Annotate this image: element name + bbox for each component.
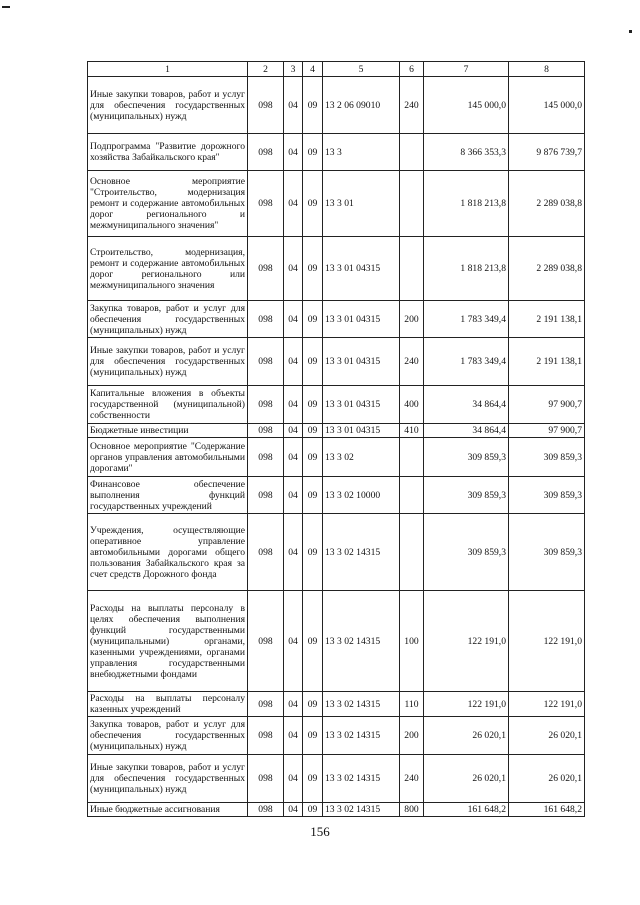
code-section: 04 [284,717,303,755]
code-expense-type: 410 [400,424,424,438]
code-target: 13 3 01 04315 [323,386,400,424]
amount-col7: 1 818 213,8 [424,237,509,301]
code-expense-type [400,514,424,591]
code-expense-type: 400 [400,386,424,424]
code-section: 04 [284,386,303,424]
code-section: 04 [284,301,303,338]
table-row [88,77,585,134]
table-header-row [88,62,585,77]
row-name: Капитальные вложения в объекты государственной (муниципальной) собственности [88,386,248,424]
amount-col7: 26 020,1 [424,717,509,755]
amount-col8: 2 191 138,1 [509,301,585,338]
column-header: 6 [400,62,424,77]
code-target: 13 3 [323,134,400,171]
code-expense-type: 100 [400,591,424,692]
code-ministry: 098 [248,301,284,338]
table-row [88,134,585,171]
code-expense-type [400,171,424,237]
code-ministry: 098 [248,438,284,477]
amount-col8: 26 020,1 [509,755,585,803]
code-subsection: 09 [303,717,323,755]
code-target: 13 3 01 04315 [323,301,400,338]
row-name: Иные закупки товаров, работ и услуг для обеспечения государственных (муниципальных) нужд [88,755,248,803]
table-row [88,438,585,477]
row-name: Бюджетные инвестиции [88,424,248,438]
code-section: 04 [284,803,303,817]
code-subsection: 09 [303,237,323,301]
amount-col8: 122 191,0 [509,692,585,717]
row-name: Основное мероприятие "Содержание органов управления автомобильными дорогами" [88,438,248,477]
code-target: 13 3 02 [323,438,400,477]
code-section: 04 [284,692,303,717]
code-expense-type [400,477,424,514]
code-section: 04 [284,424,303,438]
code-section: 04 [284,438,303,477]
code-subsection: 09 [303,386,323,424]
amount-col8: 122 191,0 [509,591,585,692]
code-target: 13 3 01 04315 [323,424,400,438]
row-name: Расходы на выплаты персоналу в целях обеспечения выполнения функций государственными (муниципальными) органами, казенными учреждениями, органами управления государственными внебюджетными фондами [88,591,248,692]
amount-col8: 97 900,7 [509,386,585,424]
amount-col7: 1 818 213,8 [424,171,509,237]
code-section: 04 [284,514,303,591]
code-ministry: 098 [248,514,284,591]
code-section: 04 [284,77,303,134]
amount-col7: 1 783 349,4 [424,301,509,338]
amount-col7: 122 191,0 [424,591,509,692]
code-subsection: 09 [303,477,323,514]
amount-col8: 2 191 138,1 [509,338,585,386]
code-ministry: 098 [248,338,284,386]
row-name: Закупка товаров, работ и услуг для обеспечения государственных (муниципальных) нужд [88,301,248,338]
amount-col7: 161 648,2 [424,803,509,817]
amount-col8: 309 859,3 [509,438,585,477]
table-row [88,338,585,386]
code-target: 13 3 01 04315 [323,237,400,301]
code-ministry: 098 [248,237,284,301]
amount-col7: 1 783 349,4 [424,338,509,386]
row-name: Учреждения, осуществляющие оперативное управление автомобильными дорогами общего пользования Забайкальского края за счет средств Дорожного фонда [88,514,248,591]
row-name: Иные закупки товаров, работ и услуг для обеспечения государственных (муниципальных) нужд [88,77,248,134]
row-name: Закупка товаров, работ и услуг для обеспечения государственных (муниципальных) нужд [88,717,248,755]
code-expense-type: 200 [400,301,424,338]
table-row [88,237,585,301]
code-target: 13 3 02 14315 [323,692,400,717]
amount-col7: 8 366 353,3 [424,134,509,171]
code-section: 04 [284,338,303,386]
amount-col7: 145 000,0 [424,77,509,134]
code-ministry: 098 [248,755,284,803]
row-name: Строительство, модернизация, ремонт и содержание автомобильных дорог регионального или межмуниципального значения [88,237,248,301]
amount-col7: 34 864,4 [424,424,509,438]
code-expense-type: 110 [400,692,424,717]
code-expense-type [400,438,424,477]
code-expense-type [400,237,424,301]
column-header: 4 [303,62,323,77]
table-row [88,717,585,755]
code-ministry: 098 [248,424,284,438]
code-expense-type: 800 [400,803,424,817]
amount-col7: 122 191,0 [424,692,509,717]
amount-col8: 309 859,3 [509,477,585,514]
amount-col8: 309 859,3 [509,514,585,591]
column-header: 2 [248,62,284,77]
budget-table [87,61,585,817]
scan-mark-left [2,6,10,8]
code-subsection: 09 [303,438,323,477]
amount-col8: 97 900,7 [509,424,585,438]
code-target: 13 3 01 04315 [323,338,400,386]
code-target: 13 3 02 14315 [323,755,400,803]
amount-col8: 26 020,1 [509,717,585,755]
code-ministry: 098 [248,591,284,692]
code-target: 13 3 02 10000 [323,477,400,514]
code-subsection: 09 [303,692,323,717]
code-expense-type: 240 [400,338,424,386]
table-row [88,171,585,237]
code-subsection: 09 [303,803,323,817]
table-row [88,424,585,438]
page-number: 156 [310,824,330,839]
amount-col8: 9 876 739,7 [509,134,585,171]
amount-col7: 26 020,1 [424,755,509,803]
table-row [88,692,585,717]
column-header: 5 [323,62,400,77]
table-row [88,803,585,817]
code-ministry: 098 [248,171,284,237]
code-ministry: 098 [248,386,284,424]
column-header: 1 [88,62,248,77]
column-header: 8 [509,62,585,77]
code-expense-type [400,134,424,171]
code-subsection: 09 [303,338,323,386]
table-row [88,591,585,692]
code-section: 04 [284,755,303,803]
code-target: 13 2 06 09010 [323,77,400,134]
code-subsection: 09 [303,77,323,134]
table-row [88,477,585,514]
row-name: Подпрограмма "Развитие дорожного хозяйства Забайкальского края" [88,134,248,171]
row-name: Иные бюджетные ассигнования [88,803,248,817]
code-expense-type: 240 [400,755,424,803]
row-name: Расходы на выплаты персоналу казенных учреждений [88,692,248,717]
amount-col8: 145 000,0 [509,77,585,134]
code-subsection: 09 [303,514,323,591]
code-ministry: 098 [248,477,284,514]
row-name: Финансовое обеспечение выполнения функций государственных учреждений [88,477,248,514]
code-expense-type: 240 [400,77,424,134]
code-subsection: 09 [303,301,323,338]
code-target: 13 3 02 14315 [323,717,400,755]
code-ministry: 098 [248,717,284,755]
code-ministry: 098 [248,134,284,171]
amount-col7: 309 859,3 [424,438,509,477]
code-section: 04 [284,134,303,171]
amount-col8: 2 289 038,8 [509,237,585,301]
code-ministry: 098 [248,692,284,717]
column-header: 3 [284,62,303,77]
row-name: Иные закупки товаров, работ и услуг для обеспечения государственных (муниципальных) нужд [88,338,248,386]
code-section: 04 [284,171,303,237]
table-row [88,755,585,803]
amount-col7: 309 859,3 [424,477,509,514]
code-section: 04 [284,591,303,692]
column-header: 7 [424,62,509,77]
amount-col7: 309 859,3 [424,514,509,591]
code-subsection: 09 [303,171,323,237]
scan-mark-right [629,30,632,33]
code-ministry: 098 [248,803,284,817]
code-subsection: 09 [303,424,323,438]
code-ministry: 098 [248,77,284,134]
code-section: 04 [284,237,303,301]
code-subsection: 09 [303,134,323,171]
code-target: 13 3 02 14315 [323,803,400,817]
code-section: 04 [284,477,303,514]
amount-col7: 34 864,4 [424,386,509,424]
table-row [88,386,585,424]
code-target: 13 3 02 14315 [323,514,400,591]
amount-col8: 161 648,2 [509,803,585,817]
code-target: 13 3 01 [323,171,400,237]
table-row [88,514,585,591]
code-subsection: 09 [303,755,323,803]
code-expense-type: 200 [400,717,424,755]
table-row [88,301,585,338]
code-target: 13 3 02 14315 [323,591,400,692]
amount-col8: 2 289 038,8 [509,171,585,237]
row-name: Основное мероприятие "Строительство, модернизация ремонт и содержание автомобильных дорог регионального и межмуниципального значения" [88,171,248,237]
code-subsection: 09 [303,591,323,692]
